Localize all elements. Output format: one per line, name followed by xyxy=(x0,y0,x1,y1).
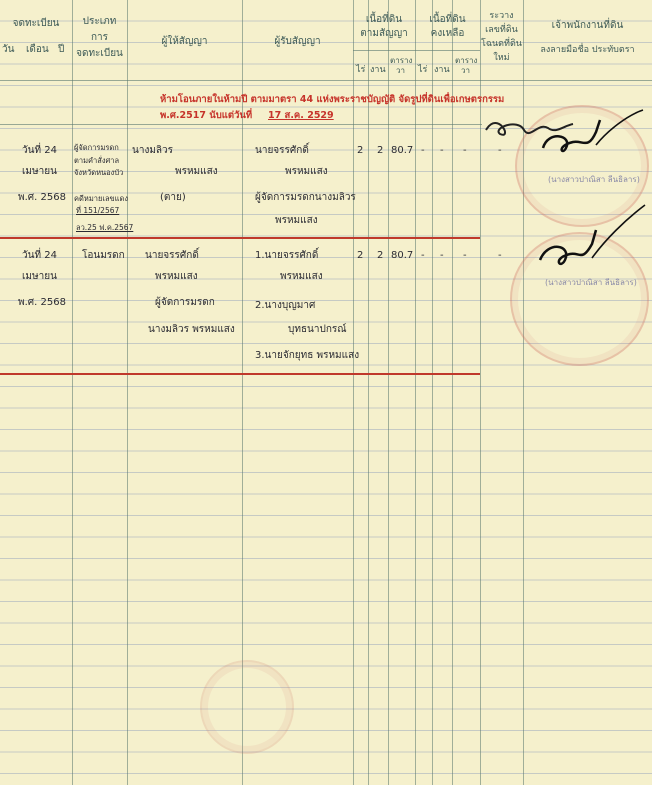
entry-2-grantee-line: 3.นายจักยุทธ พรหมแสง xyxy=(255,350,360,361)
entry-2-grantor-line: ผู้จัดการมรดก xyxy=(155,297,215,308)
entry-1-type-line: ตามคำสั่งศาล xyxy=(74,156,120,165)
entry-2-grantor-line: นายจรรศักดิ์ xyxy=(145,250,199,261)
entry-2-remaining-ngan: - xyxy=(440,250,444,261)
header-type-registration: จดทะเบียน xyxy=(76,48,123,59)
header-area-remaining-2: คงเหลือ xyxy=(430,28,465,39)
header-area-remaining: เนื้อที่ดิน xyxy=(429,14,466,25)
header-unit-wa-3: ตาราง xyxy=(455,56,478,65)
column-rule xyxy=(415,0,416,785)
header-unit-rai: ไร่ xyxy=(356,65,366,75)
entry-2-grantee-line: 2.นางบุญมาศ xyxy=(255,300,316,311)
entry-separator xyxy=(0,373,480,375)
entry-1-type-line: ผู้จัดการมรดก xyxy=(74,143,119,152)
header-date-day: วัน xyxy=(2,44,15,55)
area-subheader-rule xyxy=(353,50,480,51)
entry-2-grantee-line: บุทธนาปกรณ์ xyxy=(288,324,347,335)
header-unit-ngan: งาน xyxy=(370,65,386,75)
entry-2-area-rai: 2 xyxy=(357,250,364,261)
entry-1-area-rai: 2 xyxy=(357,145,364,156)
entry-1-grantee-line: พรหมแสง xyxy=(285,166,328,177)
restriction-line-prefix: พ.ศ.2517 นับแต่วันที่ xyxy=(160,110,253,121)
entry-1-area-wa: 80.7 xyxy=(391,145,414,156)
entry-1-type-line: ลว.25 ฟ.ค.2567 xyxy=(76,223,134,232)
entry-1-type-line: คดีหมายเลขแดง xyxy=(74,194,129,203)
entry-2-year: พ.ศ. 2568 xyxy=(18,297,66,308)
header-date-title: จดทะเบียน xyxy=(12,18,60,29)
officer-signature-initial xyxy=(478,100,648,170)
entry-1-area-ngan: 2 xyxy=(377,145,384,156)
header-date-month: เดือน xyxy=(26,44,49,55)
entry-2-remaining-rai: - xyxy=(421,250,425,261)
entry-separator xyxy=(0,237,480,239)
header-unit-wa-2: วา xyxy=(396,66,405,75)
entry-1-remaining-ngan: - xyxy=(440,145,444,156)
header-unit-rai-2: ไร่ xyxy=(418,65,428,75)
entry-1-parcel: - xyxy=(498,145,502,156)
column-rule xyxy=(368,0,369,785)
restriction-date: 17 ส.ค. 2529 xyxy=(268,110,334,121)
entry-2-grantor-line: นางมลิวร พรหมแสง xyxy=(148,324,235,335)
entry-1-grantor-line: (ตาย) xyxy=(160,192,186,203)
entry-1-year: พ.ศ. 2568 xyxy=(18,192,66,203)
header-unit-wa-4: วา xyxy=(461,66,470,75)
header-area-contract: เนื้อที่ดิน xyxy=(365,14,403,25)
header-type-title: ประเภท xyxy=(82,16,117,27)
entry-2-day: วันที่ 24 xyxy=(22,250,57,261)
column-rule xyxy=(432,0,433,785)
entry-2-grantor-line: พรหมแสง xyxy=(155,271,198,282)
restriction-line: ห้ามโอนภายในห้ามปี ตามมาตรา 44 แห่งพระราชบัญญัติ จัดรูปที่ดินเพื่อเกษตรกรรม xyxy=(160,94,505,105)
header-parcel-2: เลขที่ดิน xyxy=(485,25,518,35)
entry-2-grantee-line: 1.นายจรรศักดิ์ xyxy=(255,250,319,261)
entry-1-grantee-line: นายจรรศักดิ์ xyxy=(255,145,309,156)
header-parcel-4: ใหม่ xyxy=(493,53,510,63)
entry-1-day: วันที่ 24 xyxy=(22,145,57,156)
entry-2-parcel: - xyxy=(498,250,502,261)
entry-1-grantee-line: พรหมแสง xyxy=(275,215,318,226)
officer-signature xyxy=(530,200,650,280)
header-officer: เจ้าพนักงานที่ดิน xyxy=(551,20,624,31)
entry-1-grantor-line: นางมลิวร xyxy=(132,145,174,156)
column-rule xyxy=(72,0,73,785)
entry-1-month: เมษายน xyxy=(22,166,57,177)
entry-2-remaining-wa: - xyxy=(463,250,467,261)
column-rule xyxy=(127,0,128,785)
entry-1-grantee-line: ผู้จัดการมรดกนางมลิวร xyxy=(255,192,356,203)
header-parcel-3: โฉนดที่ดิน xyxy=(481,39,522,49)
entry-1-grantor-line: พรหมแสง xyxy=(175,166,218,177)
header-bottom-rule xyxy=(0,80,652,81)
header-officer-2: ลงลายมือชื่อ ประทับตรา xyxy=(540,45,635,55)
entry-1-type-line: ที่ 151/2567 xyxy=(76,206,120,215)
column-rule xyxy=(353,0,354,785)
entry-1-type-line: จังหวัดหนองบัว xyxy=(74,168,124,177)
header-type-of: การ xyxy=(90,32,109,43)
header-grantee: ผู้รับสัญญา xyxy=(274,36,321,47)
row-rule xyxy=(0,124,482,125)
column-rule xyxy=(452,0,453,785)
header-date-year: ปี xyxy=(58,44,65,55)
header-area-contract-2: ตามสัญญา xyxy=(360,28,408,39)
entry-2-grantee-line: พรหมแสง xyxy=(280,271,323,282)
header-unit-wa: ตาราง xyxy=(390,56,413,65)
entry-2-officer-name: (นางสาวปาณิสา ลีนธิลาร) xyxy=(545,278,637,287)
header-grantor: ผู้ให้สัญญา xyxy=(161,36,208,47)
entry-1-remaining-wa: - xyxy=(463,145,467,156)
entry-2-area-wa: 80.7 xyxy=(391,250,414,261)
entry-2-type: โอนมรดก xyxy=(82,250,125,261)
entry-2-area-ngan: 2 xyxy=(377,250,384,261)
entry-1-remaining-rai: - xyxy=(421,145,425,156)
entry-1-officer-name: (นางสาวปาณิสา ลีนธิลาร) xyxy=(548,175,640,184)
entry-2-month: เมษายน xyxy=(22,271,57,282)
column-rule xyxy=(388,0,389,785)
header-unit-ngan-2: งาน xyxy=(434,65,450,75)
faint-seal-stamp xyxy=(200,660,294,754)
header-parcel: ระวาง xyxy=(489,11,514,21)
